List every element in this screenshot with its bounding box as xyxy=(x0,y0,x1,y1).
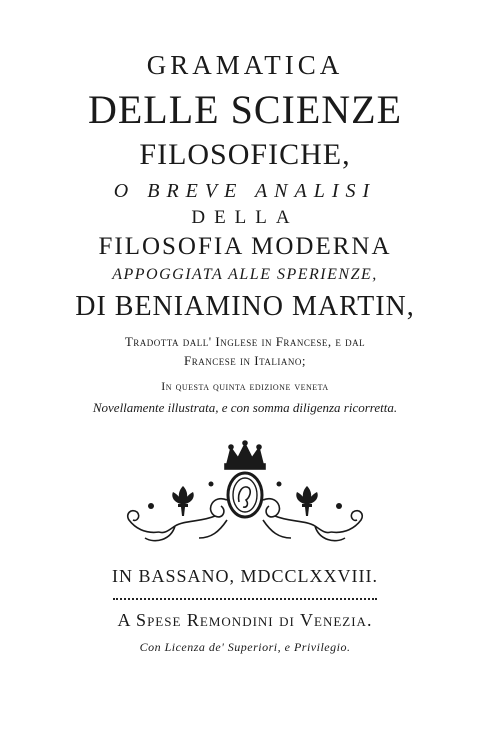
subtitle-line-filosofia-moderna: FILOSOFIA MODERNA xyxy=(98,233,392,260)
revision-line: Novellamente illustrata, e con somma diligenza ricorretta. xyxy=(92,400,398,415)
dotted-divider xyxy=(113,598,377,600)
license-line: Con Licenza de' Superiori, e Privilegio. xyxy=(139,640,351,654)
title-line-delle-scienze: DELLE SCIENZE xyxy=(87,87,403,132)
subtitle-line-breve-analisi: O BREVE ANALISI xyxy=(113,180,377,202)
publisher-line: A Spese Remondini di Venezia. xyxy=(117,610,373,630)
author-line: DI BENIAMINO MARTIN, xyxy=(75,291,415,322)
translation-line-2: Francese in Italiano; xyxy=(184,353,306,368)
title-line-gramatica: GRAMATICA xyxy=(146,50,344,80)
subtitle-line-appoggiata: APPOGGIATA ALLE SPERIENZE, xyxy=(112,266,378,283)
translation-line-1: Tradotta dall' Inglese in Francese, e dal xyxy=(124,334,366,349)
title-line-filosofiche: FILOSOFICHE, xyxy=(139,138,351,171)
imprint-place-date: IN BASSANO, MDCCLXXVIII. xyxy=(111,566,378,586)
crowned-medallion-vignette-icon xyxy=(115,440,375,550)
subtitle-line-della: DELLA xyxy=(191,207,299,228)
edition-line: In questa quinta edizione veneta xyxy=(161,379,329,393)
